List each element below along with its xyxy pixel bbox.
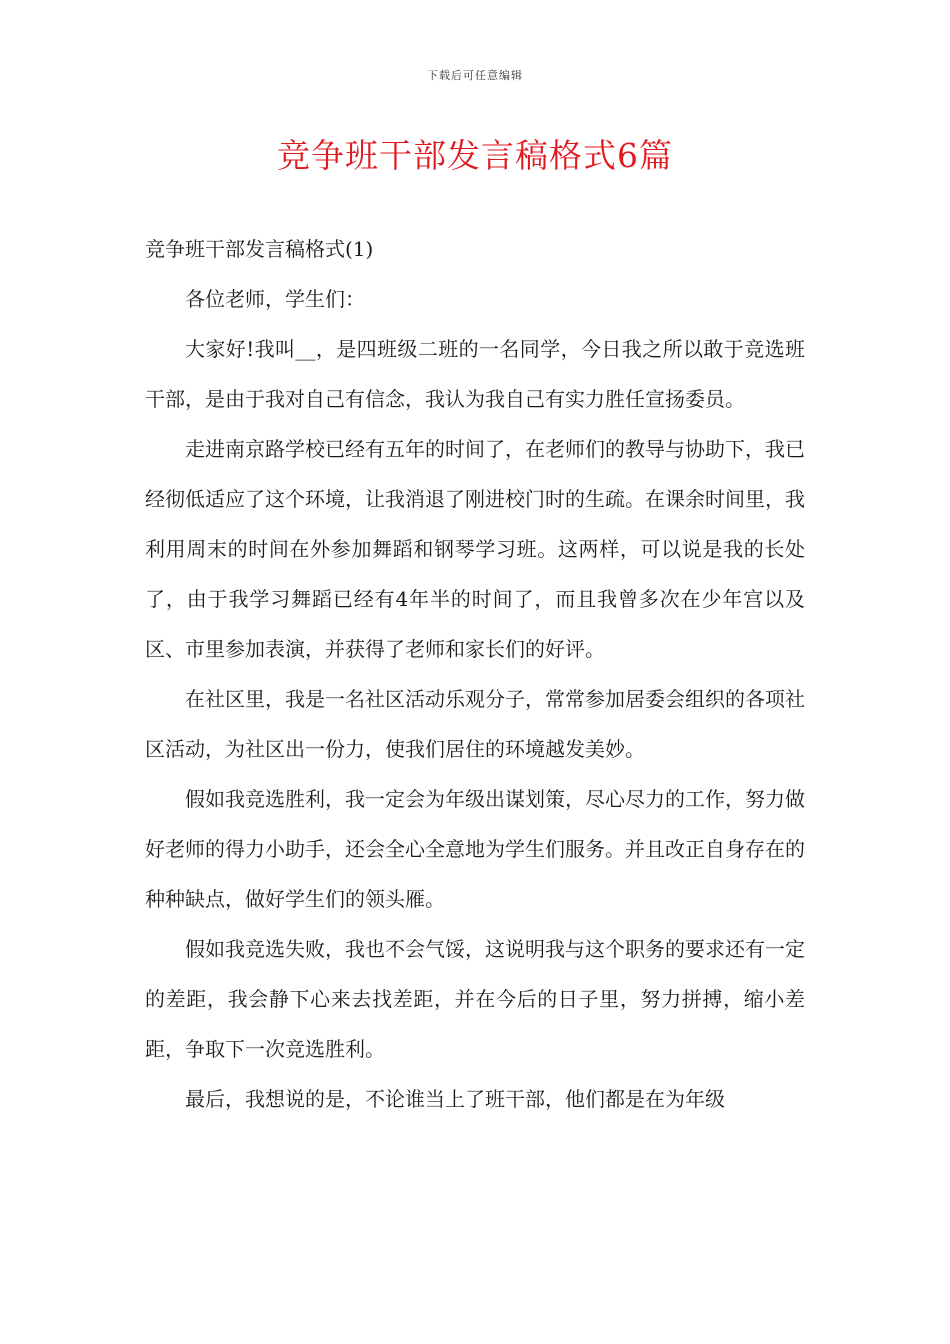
paragraph-community: 在社区里，我是一名社区活动乐观分子，常常参加居委会组织的各项社区活动，为社区出一份力，使我们居住的环境越发美妙。 <box>145 687 805 761</box>
section-subtitle: 竞争班干部发言稿格式(1) <box>145 237 374 261</box>
document-body <box>145 224 805 1124</box>
document-title: 竞争班干部发言稿格式6篇 <box>277 136 673 175</box>
paragraph-school: 走进南京路学校已经有五年的时间了，在老师们的教导与协助下，我已经彻低适应了这个环境，让我消退了刚进校门时的生疏。在课余时间里，我利用周末的时间在外参加舞蹈和钢琴学习班。这两样，可以说是我的长处了，由于我学习舞蹈已经有4年半的时间了，而且我曾多次在少年宫以及区、市里参加表演，并获得了老师和家长们的好评。 <box>145 437 805 661</box>
paragraph-salutation: 各位老师，学生们： <box>185 287 365 311</box>
paragraph-intro: 大家好!我叫__，是四班级二班的一名同学，今日我之所以敢于竞选班干部，是由于我对自己有信念，我认为我自己有实力胜任宣扬委员。 <box>145 337 805 411</box>
paragraph-if-win: 假如我竞选胜利，我一定会为年级出谋划策，尽心尽力的工作，努力做好老师的得力小助手，还会全心全意地为学生们服务。并且改正自身存在的种种缺点，做好学生们的领头雁。 <box>145 787 805 911</box>
paragraph-closing: 最后，我想说的是，不论谁当上了班干部，他们都是在为年级 <box>185 1087 725 1111</box>
paragraph-if-lose: 假如我竞选失败，我也不会气馁，这说明我与这个职务的要求还有一定的差距，我会静下心来去找差距，并在今后的日子里，努力拼搏，缩小差距，争取下一次竞选胜利。 <box>145 937 805 1061</box>
header-note: 下载后可任意编辑 <box>427 69 523 82</box>
